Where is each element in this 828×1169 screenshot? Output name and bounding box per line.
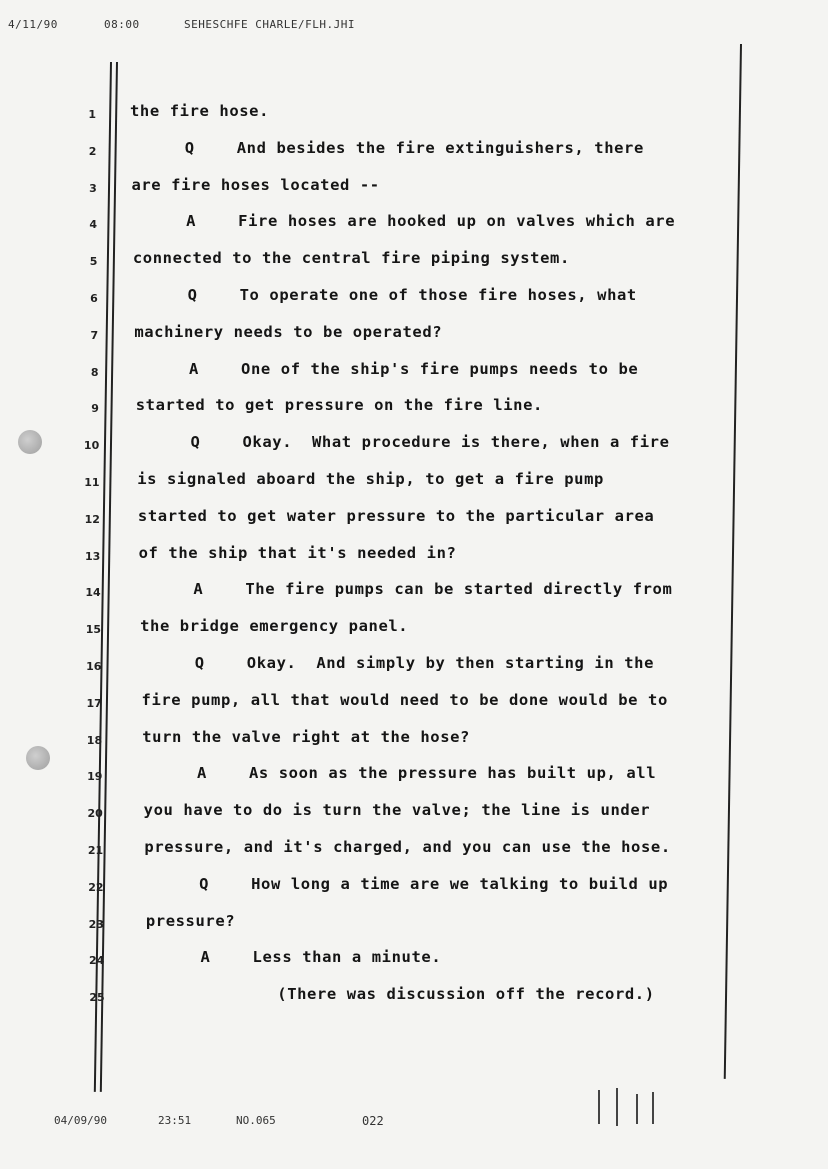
transcript-line [0,764,828,792]
line-text: started to get pressure on the fire line. [135,396,543,415]
transcript-line [0,654,828,682]
line-number: 25 [89,991,105,1005]
line-text: of the ship that it's needed in? [138,543,457,562]
speaker-label: Q [199,874,210,893]
line-text: the bridge emergency panel. [140,617,409,636]
line-text: is signaled aboard the ship, to get a fire pump [137,470,604,488]
transcript-line [0,691,828,719]
scan-artifact [652,1092,654,1124]
transcript-line [0,985,828,1013]
transcript-line [0,176,828,204]
line-number: 9 [91,402,99,416]
line-text: As soon as the pressure has built up, all [248,764,657,783]
transcript-line [0,433,828,461]
speaker-label: A [200,948,211,967]
transcript-line [0,249,828,277]
line-text: One of the ship's fire pumps needs to be [241,359,639,378]
line-number: 7 [90,328,99,342]
line-text: fire pump, all that would need to be done would be to [141,690,668,709]
line-text: (There was discussion off the record.) [277,985,655,1004]
fax-footer-page: 022 [362,1114,384,1128]
transcript-line [0,286,828,314]
fax-header-time: 08:00 [104,18,140,31]
line-text: turn the valve right at the hose? [142,727,470,746]
line-text: pressure? [145,911,236,930]
line-text: connected to the central fire piping system. [132,249,570,268]
line-text: The fire pumps can be started directly from [245,580,673,599]
fax-header [0,18,828,40]
line-text: Okay. What procedure is there, when a fire [242,433,670,452]
line-text: pressure, and it's charged, and you can use the hose. [144,838,671,856]
transcript-line [0,948,828,976]
line-number: 12 [84,512,100,526]
transcript-line [0,728,828,756]
line-number: 14 [85,586,101,600]
line-number: 20 [87,807,103,821]
line-text: Less than a minute. [252,948,442,967]
line-number: 1 [88,108,96,121]
transcript-line [0,396,828,424]
line-number: 19 [87,770,103,784]
transcript-line [0,617,828,645]
transcript-line [0,838,828,866]
line-text: Fire hoses are hooked up on valves which are [238,212,676,231]
line-number: 15 [85,623,102,637]
speaker-label: Q [187,286,198,304]
transcript-line [0,102,828,130]
fax-footer-number: NO.065 [236,1114,276,1127]
line-text: To operate one of those fire hoses, what [239,286,637,304]
line-text: machinery needs to be operated? [134,322,443,341]
line-number: 6 [90,292,98,305]
transcript-line [0,212,828,240]
line-number: 23 [88,917,104,931]
transcript-line [0,360,828,388]
line-number: 3 [89,181,97,195]
line-number: 4 [89,218,98,232]
transcript-line [0,139,828,167]
line-text: are fire hoses located -- [131,175,380,194]
fax-footer-time: 23:51 [158,1114,192,1127]
line-number: 17 [86,696,102,710]
line-text: started to get water pressure to the particular area [137,506,655,525]
line-number: 10 [83,439,100,453]
line-number: 16 [86,660,102,673]
transcript-line [0,912,828,940]
line-number: 24 [88,954,105,968]
fax-header-sender: SEHESCHFE CHARLE/FLH.JHI [184,18,355,31]
line-number: 21 [87,844,104,857]
speaker-label: Q [184,138,195,157]
speaker-label: A [193,580,204,599]
line-text: the fire hose. [130,102,270,120]
fax-footer-date: 04/09/90 [54,1114,107,1127]
speaker-label: A [196,764,207,783]
line-text: you have to do is turn the valve; the line is under [143,801,651,820]
speaker-label: Q [190,433,201,452]
transcript-line [0,323,828,351]
line-number: 22 [88,880,104,894]
fax-header-date: 4/11/90 [8,18,58,31]
line-text: Okay. And simply by then starting in the [246,654,654,672]
transcript-line [0,580,828,608]
line-text: How long a time are we talking to build up [251,874,669,893]
line-number: 2 [88,144,97,158]
line-number: 13 [85,549,101,563]
line-number: 18 [86,733,103,747]
line-number: 11 [84,476,100,489]
speaker-label: Q [194,654,205,672]
line-number: 8 [90,365,99,379]
speaker-label: A [189,359,199,378]
scan-artifact [636,1094,638,1124]
transcript-line [0,507,828,535]
transcript-line [0,875,828,903]
scan-artifact [598,1090,600,1124]
transcript-line [0,544,828,572]
transcript-line [0,470,828,498]
scan-artifact [616,1088,618,1126]
line-text: And besides the fire extinguishers, there [236,138,644,157]
transcript-line [0,801,828,829]
line-number: 5 [89,255,98,269]
speaker-label: A [186,212,197,231]
